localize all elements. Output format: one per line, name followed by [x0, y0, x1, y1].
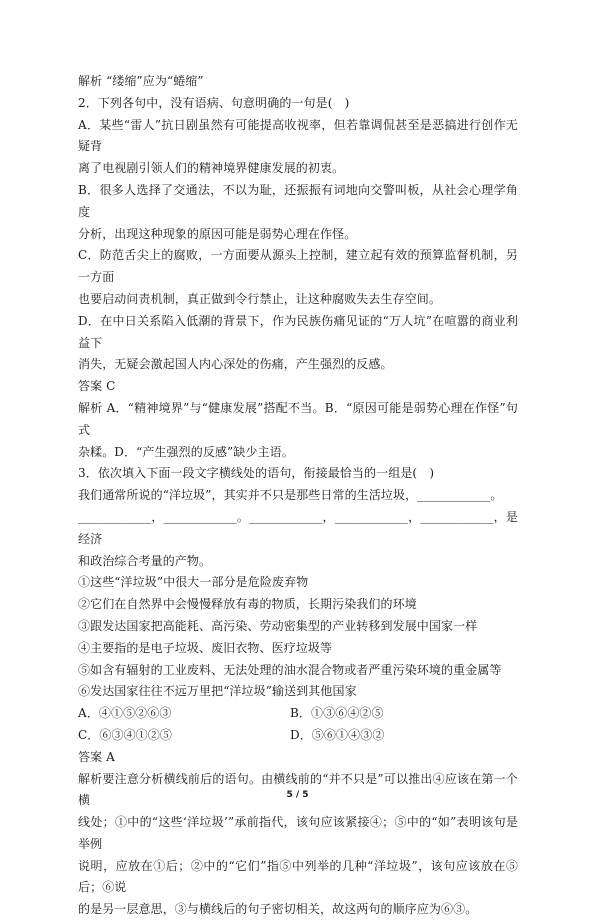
option-a-line-1: A．某些“雷人”抗日剧虽然有可能提高收视率，但若靠调侃甚至是恶搞进行创作无疑背: [78, 117, 518, 154]
option-c-line-1: C．防范舌尖上的腐败，一方面要从源头上控制，建立起有效的预算监督机制，另一方面: [78, 248, 518, 285]
options-row-1: [78, 703, 518, 725]
sentence-2: ②它们在自然界中会慢慢释放有毒的物质，长期污染我们的环境: [78, 597, 417, 612]
sentence-4: ④主要指的是电子垃圾、废旧衣物、医疗垃圾等: [78, 640, 333, 655]
page-number: 5 / 5: [286, 790, 309, 800]
analysis-line: 解析 “缕缩”应为“蜷缩”: [78, 74, 204, 88]
question-2-stem: 2．下列各句中，没有语病、句意明确的一句是( ): [78, 95, 350, 110]
analysis-q3-line-3: 说明，应放在①后；②中的“它们”指⑤中列举的几种“洋垃圾”，该句应该放在⑤后；⑥说: [78, 858, 518, 895]
option-a-line-2: 离了电视剧引领人们的精神境界健康发展的初衷。: [78, 161, 345, 176]
passage-line-3: 和政治综合考量的产物。: [78, 553, 212, 568]
analysis-q2-line-1: 解析 A．“精神境界”与“健康发展”搭配不当。B．“原因可能是弱势心理在作怪”句式: [78, 400, 518, 437]
option-d: D．⑤⑥①④③②: [290, 727, 385, 742]
passage-line-2: ____________，____________。____________，____________，____________，是经济: [78, 509, 518, 546]
option-d-line-1: D．在中日关系陷入低潮的背景下，作为民族伤痛见证的“万人坑”在喧嚣的商业利益下: [78, 313, 518, 350]
analysis-q3-line-1: 解析要注意分析横线前后的语句。由横线前的“并不只是”可以推出④应该在第一个横: [78, 771, 518, 808]
option-c-line-2: 也要启动问责机制，真正做到令行禁止，让这种腐败失去生存空间。: [78, 291, 442, 306]
option-d-line-2: 消失，无疑会激起国人内心深处的伤痛，产生强烈的反感。: [78, 357, 393, 372]
sentence-6: ⑥发达国家往往不远万里把“洋垃圾”输送到其他国家: [78, 684, 357, 699]
option-a: A．④①⑤②⑥③: [78, 706, 172, 721]
option-c: C．⑥③④①②⑤: [78, 727, 172, 742]
answer-q3: 答案 A: [78, 749, 115, 764]
answer-q2: 答案 C: [78, 379, 116, 394]
sentence-5: ⑤如含有辐射的工业废料、无法处理的油水混合物或者严重污染环境的重金属等: [78, 662, 502, 677]
passage-line-1: 我们通常所说的“洋垃圾”，其实并不只是那些日常的生活垃圾，____________。: [78, 488, 503, 503]
option-b: B．①③⑥④②⑤: [290, 706, 384, 721]
analysis-q3-line-4: 的是另一层意思，③与横线后的句子密切相关，故这两句的顺序应为⑥③。: [78, 902, 478, 917]
option-b-line-2: 分析，出现这种现象的原因可能是弱势心理在作怪。: [78, 226, 357, 241]
options-row-2: [78, 725, 518, 747]
sentence-3: ③跟发达国家把高能耗、高污染、劳动密集型的产业转移到发展中国家一样: [78, 618, 478, 633]
analysis-q2-line-2: 杂糅。D．“产生强烈的反感”缺少主语。: [78, 444, 294, 459]
option-b-line-1: B．很多人选择了交通法，不以为耻，还振振有词地向交警叫板，从社会心理学角度: [78, 182, 518, 219]
question-3-stem: 3．依次填入下面一段文字横线处的语句，衔接最恰当的一组是( ): [78, 466, 435, 481]
analysis-q3-line-2: 线处；①中的“这些‘洋垃圾’”承前指代，该句应该紧接④；⑤中的“如”表明该句是举例: [78, 815, 518, 851]
sentence-1: ①这些“洋垃圾”中很大一部分是危险废弃物: [78, 575, 309, 590]
